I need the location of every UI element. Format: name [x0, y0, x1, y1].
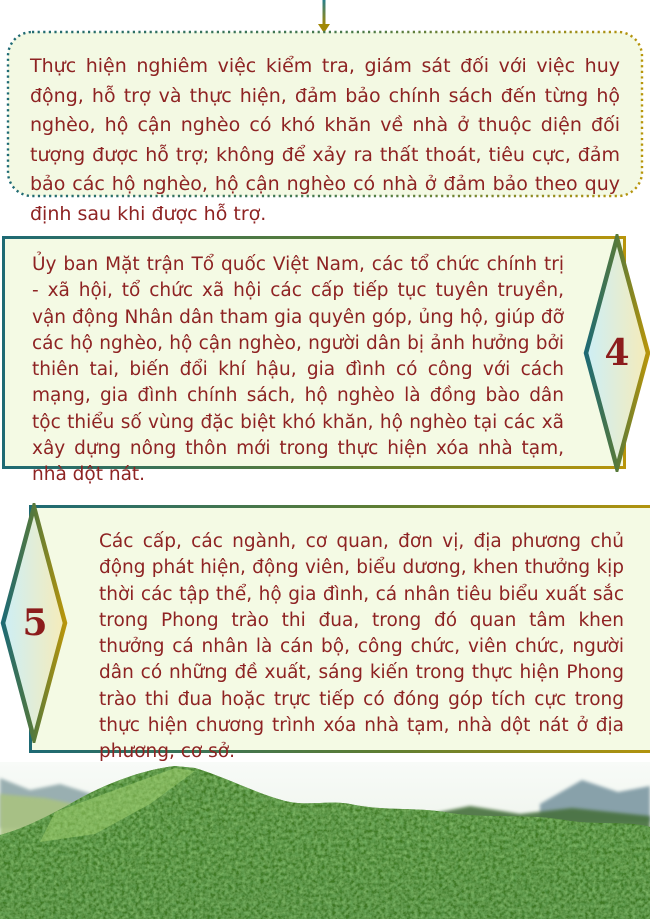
item-5-text: Các cấp, các ngành, cơ quan, đơn vị, địa phương chủ động phát hiện, động viên, biểu dương, khen thưởng kịp thời các tập thể, hộ gia đình, cá nhân tiêu biểu xuất sắc trong Phong trào thi đua, trong đó quan tâm khen thưởng cá nhân là cán bộ, công chức, viên chức, người dân có những đề xuất, sáng kiến trong thực hiện Phong trào thi đua hoặc trực tiếp có đóng góp tích cực trong thực hiện chương trình xóa nhà tạm, nhà dột nát ở địa phương, cơ sở. [99, 531, 624, 763]
note-box-text: Thực hiện nghiêm việc kiểm tra, giám sát đối với việc huy động, hỗ trợ và thực hiện, đảm bảo chính sách đến từng hộ nghèo, hộ cận nghèo có khó khăn về nhà ở thuộc diện đối tượng được hỗ trợ; không để xảy ra thất thoát, tiêu cực, đảm bảo các hộ nghèo, hộ cận nghèo có nhà ở đảm bảo theo quy định sau khi được hỗ trợ. [30, 55, 620, 225]
item-5-diamond [0, 503, 70, 743]
item-4-text: Ủy ban Mặt trận Tổ quốc Việt Nam, các tổ chức chính trị - xã hội, tổ chức xã hội các cấp tiếp tục tuyên truyền, vận động Nhân dân tham gia quyên góp, ủng hộ, giúp đỡ các hộ nghèo, hộ cận nghèo, người dân bị ảnh hưởng bởi thiên tai, biến đổi khí hậu, gia đình có công với cách mạng, gia đình chính sách, hộ nghèo là đồng bào dân tộc thiểu số vùng đặc biệt khó khăn, hộ nghèo tại các xã xây dựng nông thôn mới trong thực hiện xóa nhà tạm, nhà dột nát. [32, 254, 564, 486]
item-5-number: 5 [22, 602, 48, 644]
item-4-diamond [582, 234, 650, 472]
down-arrow-icon [315, 0, 333, 34]
forest-hills-photo [0, 762, 650, 919]
item-4-number: 4 [604, 332, 630, 374]
